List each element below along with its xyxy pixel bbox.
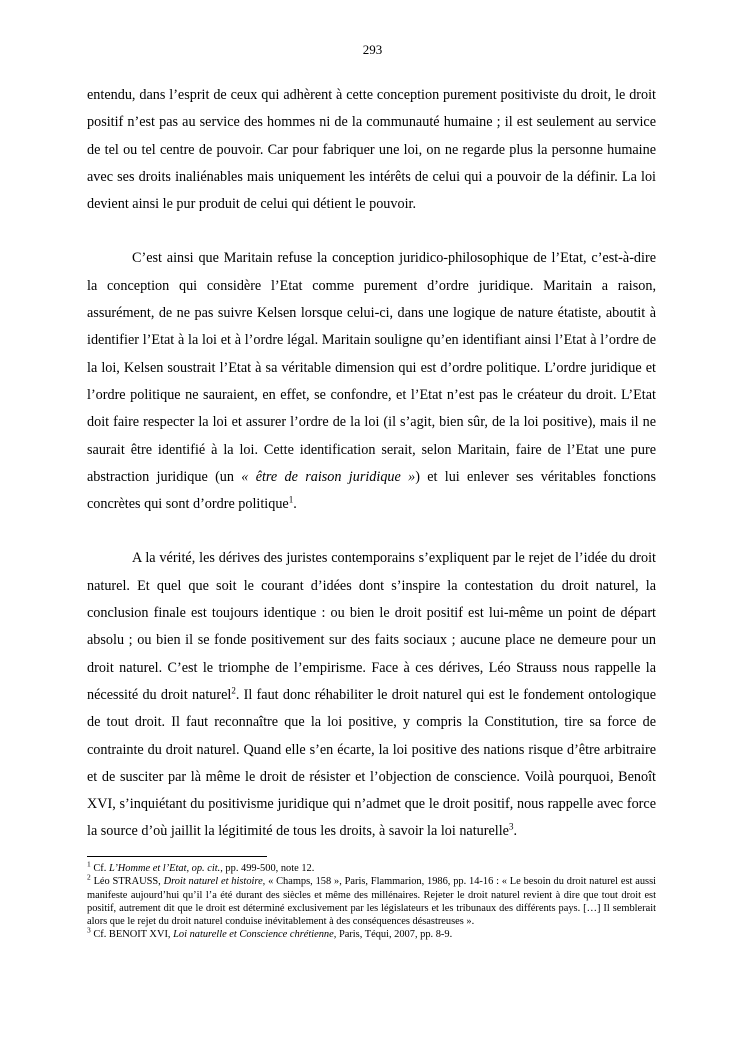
footnote-1-title: L’Homme et l’Etat, op. cit.: [108, 863, 221, 874]
paragraph-2-text-c: .: [293, 496, 297, 513]
paragraph-3-text-c: .: [513, 823, 518, 840]
footnote-1: [87, 859, 656, 875]
footnote-2-pre: Léo STRAUSS,: [90, 876, 164, 888]
paragraph-3-text-b: . Il faut donc réhabiliter le droit naturel qui est le fondement ontologique de tout droit. Il faut reconnaître que la loi positive, y compris la Constitution, tire sa force de contrainte du droit naturel. Quand elle s’en écarte, la loi positive des nations risque d’être arbitraire et de susciter par là même le droit de résister et l’objection de conscience. Voilà pourquoi, Benoît XVI, s’inquiétant du positivisme juridique qui n’admet que le droit positif, nous rappelle avec force la source d’où jaillit la légitimité de tous les droits, à savoir la loi naturelle: [87, 686, 656, 840]
footnote-1-pre: Cf.: [90, 863, 109, 874]
footnote-1-post: , pp. 499-500, note 12.: [220, 863, 315, 874]
paragraph-2: [87, 245, 656, 518]
paragraph-2-text-a: C’est ainsi que Maritain refuse la conception juridico-philosophique de l’Etat, c’est-à-dire la conception qui considère l’Etat comme purement d’ordre juridique. Maritain a raison, assurément, de ne pas suivre Kelsen lorsque celui-ci, dans une logique de nature étatiste, aboutit à identifier l’Etat à la loi et à l’ordre légal. Maritain souligne qu’en identifiant ainsi l’Etat à l’ordre de la loi, Kelsen soustrait l’Etat à sa véritable dimension qui est d’ordre politique. L’ordre juridique et l’ordre politique ne sauraient, en effet, se confondre, et l’Etat n’est pas le créateur du droit. L’Etat doit faire respecter la loi et assurer l’ordre de la loi (il s’agit, bien sûr, de la loi positive), mais il ne saurait être identifié à la loi. Cette identification serait, selon Maritain, faire de l’Etat une pure abstraction juridique (un: [87, 250, 656, 485]
footnote-2: [87, 872, 656, 928]
footnote-3-pre: Cf. BENOIT XVI,: [90, 929, 174, 941]
footnote-ref-3: 3: [508, 821, 514, 832]
footnotes: [87, 859, 656, 942]
footnote-2-post: « Champs, 158 », Paris, Flammarion, 1986, pp. 14-16 : « Le besoin du droit naturel est aussi manifeste aujourd’hui qu’il l’a été durant des siècles et même des millénaires. Rejeter le droit naturel revient à dire que tout droit est positif, autrement dit que le droit est déterminé exclusivement par les législateurs et les tribunaux des différents pays. […] Il semblerait alors que le rejet du droit naturel conduise inévitablement à des conséquences désastreuses ».: [87, 876, 656, 928]
footnote-ref-2: 2: [231, 685, 236, 696]
footnote-3-title: Loi naturelle et Conscience chrétienne,: [173, 929, 337, 941]
footnote-2-number: 2: [87, 872, 91, 882]
page-number: 293: [362, 42, 383, 57]
paragraph-3-text-a: A la vérité, les dérives des juristes contemporains s’expliquent par le rejet de l’idée du droit naturel. Et quel que soit le courant d’idées dont s’inspire la contestation du droit naturel, la conclusion finale est toujours identique : ou bien le droit positif est lui-même un point de départ absolu ; ou bien il se fonde positivement sur des faits sociaux ; aucune place ne demeure pour un droit naturel. C’est le triomphe de l’empirisme. Face à ces dérives, Léo Strauss nous rappelle la nécessité du droit naturel: [87, 550, 656, 703]
body-text: [87, 82, 656, 846]
footnote-ref-1: 1: [288, 494, 294, 505]
paragraph-3: [87, 545, 656, 845]
footnote-2-title: Droit naturel et histoire,: [163, 876, 266, 888]
footnote-separator: [87, 856, 267, 857]
footnote-3-number: 3: [87, 926, 91, 936]
paragraph-2-quote: « être de raison juridique »: [241, 468, 416, 485]
footnote-1-number: 1: [87, 859, 91, 869]
footnote-3-post: Paris, Téqui, 2007, pp. 8-9.: [336, 929, 453, 941]
paragraph-1: entendu, dans l’esprit de ceux qui adhèrent à cette conception purement positiviste du droit, le droit positif n’est pas au service des hommes ni de la communauté humaine ; il est seulement au service de tel ou tel centre de pouvoir. Car pour fabriquer une loi, on ne regarde plus la personne humaine avec ses droits inaliénables mais uniquement les intérêts de celui qui a pouvoir de la définir. La loi devient ainsi le pur produit de celui qui détient le pouvoir.: [87, 87, 656, 213]
paragraph-2-text-b: ) et lui enlever ses véritables fonctions concrètes qui sont d’ordre politique: [87, 468, 656, 513]
footnote-3: [87, 928, 656, 941]
